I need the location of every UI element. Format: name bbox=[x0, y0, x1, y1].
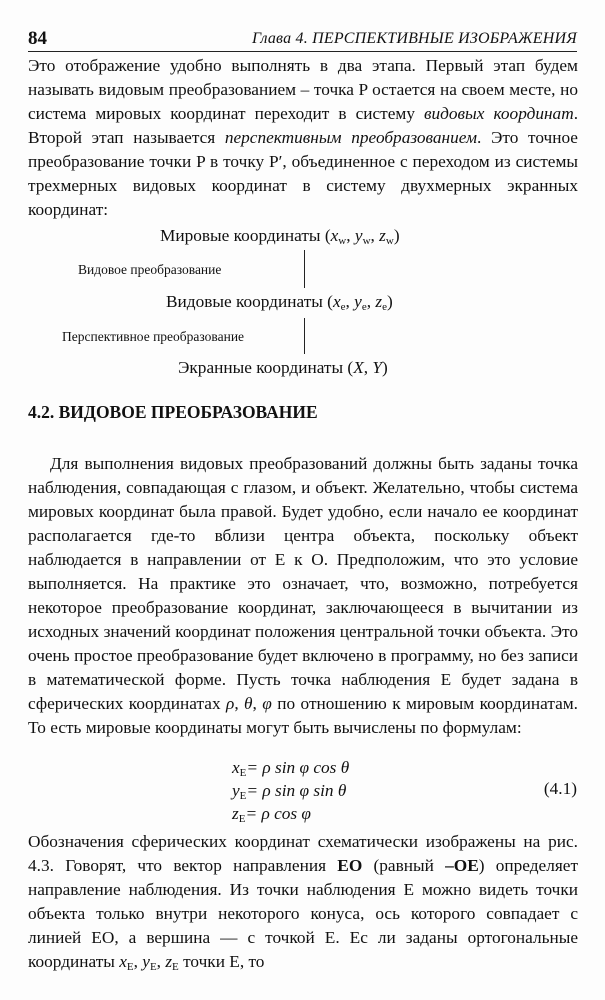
sub-E: E bbox=[238, 813, 246, 825]
formula-line-3 bbox=[232, 802, 349, 825]
sub-E: E bbox=[126, 961, 134, 973]
term-view-coordinates: видовых координат bbox=[424, 104, 574, 123]
formula-line-1 bbox=[232, 756, 349, 779]
formula-block bbox=[232, 756, 349, 825]
var-y: y bbox=[354, 292, 362, 311]
var-X: X bbox=[353, 358, 364, 377]
term-perspective-transform: перспективным преобразованием bbox=[224, 128, 477, 147]
world-coords-label: Мировые координаты bbox=[160, 226, 321, 245]
var-z: z bbox=[375, 292, 383, 311]
view-coords-label: Видовые координаты bbox=[166, 292, 323, 311]
vector-minus-OE: –OE bbox=[445, 856, 479, 875]
formula-rhs-3: = ρ cos φ bbox=[245, 804, 311, 823]
var-x: x bbox=[332, 292, 341, 311]
p3-text-1: Обозначения сферических координат схематически изображены на рис. 4.3. Говорят, что вектор направления bbox=[28, 832, 578, 875]
equation-number: (4.1) bbox=[543, 779, 577, 798]
formula-rhs-1: = ρ sin φ cos θ bbox=[246, 758, 350, 777]
var-y: y bbox=[232, 781, 240, 800]
p1-text-2: . Второй этап называется bbox=[28, 104, 579, 147]
section-heading: 4.2. ВИДОВОЕ ПРЕОБРАЗОВАНИЕ bbox=[28, 402, 318, 422]
paragraph-intro bbox=[28, 54, 578, 222]
vector-EO: EO bbox=[337, 856, 363, 875]
arrow-line-1 bbox=[304, 250, 305, 288]
world-coords-line: Мировые координаты ($x_w$, $y_w$, $z_w$) bbox=[160, 226, 400, 247]
var-z: z bbox=[379, 226, 386, 245]
sym-theta: θ bbox=[244, 694, 253, 713]
view-transform-label: Видовое преобразование bbox=[78, 262, 222, 277]
persp-transform-label: Перспективное преобразование bbox=[62, 329, 245, 344]
p2-text-end: по отношению к мировым координатам. То есть мировые координаты могут быть вычислены по формулам: bbox=[28, 694, 579, 737]
var-x: x bbox=[119, 952, 127, 971]
p3-text-2: (равный bbox=[362, 856, 446, 875]
sub-E: E bbox=[172, 961, 179, 973]
sub-e: e bbox=[382, 301, 387, 313]
p2-text: Для выполнения видовых преобразований должны быть заданы точка наблюдения, совпадающая с глазом, и объект. Желательно, чтобы система мировых координат была правой. Будет удобно, если начало ее координат располагается где-то вблизи центра объекта, поскольку объект наблюдается в направлении от E к O. Предположим, что это условие выполняется. На практике это означает, что, возможно, потребуется некоторое преобразование координат, заключающееся в вычитании из исходных значений координат положения центральной точки объекта. Это очень простое преобразование будет включено в программу, но без записи в математической форме. Пусть точка наблюдения E будет задана в сферических координатах bbox=[28, 454, 578, 713]
sym-phi: φ bbox=[262, 694, 272, 713]
coordinate-pipeline-diagram bbox=[28, 226, 578, 386]
var-x: x bbox=[232, 758, 240, 777]
formula-line-2 bbox=[232, 779, 349, 802]
screen-coords-label: Экранные координаты bbox=[178, 358, 344, 377]
p3-text-3: ) определяет направление наблюдения. Из точки наблюдения E можно видеть точки объекта только внутри некоторого конуса, ось которого совпадает с линией EO, а вершина — с точкой E. Ес ли заданы ортогональные координаты bbox=[28, 856, 578, 971]
sub-E: E bbox=[149, 961, 157, 973]
var-x: x bbox=[330, 226, 339, 245]
var-Y: Y bbox=[372, 358, 383, 377]
sub-E: E bbox=[239, 790, 247, 802]
running-head: Глава 4. ПЕРСПЕКТИВНЫЕ ИЗОБРАЖЕНИЯ bbox=[252, 30, 577, 47]
page-number: 84 bbox=[28, 28, 47, 49]
p3-text-4: точки E, то bbox=[178, 952, 265, 971]
sym-rho: ρ bbox=[226, 694, 235, 713]
var-y: y bbox=[354, 226, 363, 245]
sub-w: w bbox=[338, 235, 347, 247]
arrow-line-2 bbox=[304, 318, 305, 354]
sub-E: E bbox=[239, 767, 247, 779]
view-coords-line: Видовые координаты ($x_e$, $y_e$, $z_e$) bbox=[166, 292, 393, 313]
sub-w: w bbox=[385, 235, 394, 247]
sub-w: w bbox=[362, 235, 371, 247]
sub-e: e bbox=[340, 301, 346, 313]
page-header bbox=[28, 20, 577, 50]
sub-e: e bbox=[361, 301, 367, 313]
p1-text-1: Это отображение удобно выполнять в два этапа. Первый этап будем называть видовым преобразованием – точка P остается на своем месте, но система мировых координат переходит в систему bbox=[28, 56, 578, 123]
p1-text-3: . Это точное преобразование точки P в точку P′, объединенное с переходом из системы трехмерных видовых координат в систему двухмерных экранных координат: bbox=[28, 128, 578, 219]
formula-rhs-2: = ρ sin φ sin θ bbox=[246, 781, 347, 800]
var-z: z bbox=[232, 804, 239, 823]
screen-coords-line: Экранные координаты (X, Y) bbox=[178, 358, 388, 377]
paragraph-view-transform: Для выполнения видовых преобразований должны быть заданы точка наблюдения, совпадающая с глазом, и объект. Желательно, чтобы система мировых координат была правой. Будет удобно, если начало ее координат располагается где-то вблизи центра объекта, поскольку объект наблюдается в направлении от E к O. Предположим, что это условие выполняется. На практике это означает, что, возможно, потребуется некоторое преобразование координат, заключающееся в вычитании из исходных значений координат положения центральной точки объекта. Это очень простое преобразование будет включено в программу, но без записи в математической форме. Пусть точка наблюдения E будет задана в сферических координатах ρ, θ, φ по отношению к мировым координатам. То есть мировые координаты могут быть вычислены по формулам: bbox=[28, 454, 579, 737]
header-rule bbox=[28, 51, 577, 52]
var-z: z bbox=[165, 952, 173, 971]
paragraph-spherical: Обозначения сферических координат схематически изображены на рис. 4.3. Говорят, что вектор направления EO (равный –OE) определяет направление наблюдения. Из точки наблюдения E можно видеть точки объекта только внутри некоторого конуса, ось которого совпадает с линией EO, а вершина — с точкой E. Ес ли заданы ортогональные координаты $x_E$, $y_E$, $z_E$ точки E, то bbox=[28, 832, 578, 973]
var-y: y bbox=[142, 952, 150, 971]
